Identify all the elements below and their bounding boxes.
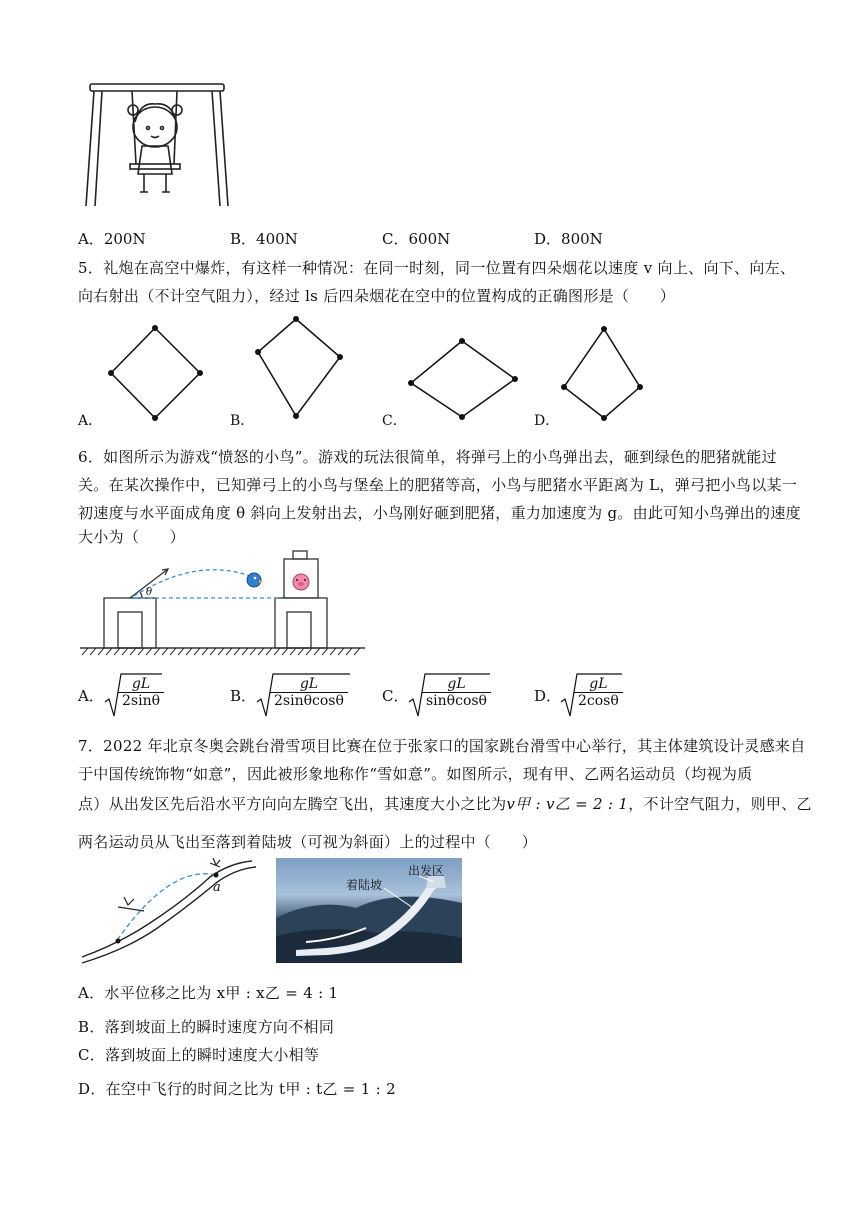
- option-label: D．: [534, 230, 562, 248]
- q6-option-b[interactable]: [230, 685, 256, 706]
- q6-option-a-fraction: [118, 676, 164, 709]
- option-label: C．: [382, 230, 409, 248]
- denominator: 2cosθ: [578, 693, 619, 709]
- numerator: gL: [118, 676, 164, 693]
- photo-label-landing-slope: 着陆坡: [346, 878, 383, 892]
- q7-text-line3: [78, 793, 812, 814]
- q7-option-d[interactable]: D．在空中飞行的时间之比为 t甲 : t乙 = 1 : 2: [78, 1080, 396, 1098]
- q5-label-b[interactable]: B．: [230, 413, 255, 429]
- option-value: 200N: [103, 230, 146, 248]
- q6-text-line4: 大小为（ ）: [78, 528, 186, 546]
- q4-option-a[interactable]: [78, 228, 146, 249]
- ski-jump-photo: [276, 858, 462, 963]
- option-label: C．: [382, 687, 409, 705]
- q5-figure-c: [405, 335, 525, 425]
- q6-option-a[interactable]: [78, 685, 104, 706]
- q4-option-c[interactable]: [382, 228, 450, 249]
- q6-text-line2: 关。在某次操作中，已知弹弓上的小鸟与堡垒上的肥猪等高，小鸟与肥猪水平距离为 L，弹弓把小鸟以某一: [78, 476, 798, 494]
- q4-option-b[interactable]: [230, 228, 298, 249]
- q4-option-d[interactable]: [534, 228, 603, 249]
- option-label: B．: [230, 687, 257, 705]
- q6-option-b-fraction: [270, 676, 348, 709]
- denominator: sinθcosθ: [426, 693, 487, 709]
- option-value: 600N: [408, 230, 451, 248]
- q5-text-line1: 5．礼炮在高空中爆炸，有这样一种情况：在同一时刻，同一位置有四朵烟花以速度 v 向上、向下、向左、: [78, 259, 796, 277]
- q6-option-c[interactable]: [382, 685, 408, 706]
- option-value: 800N: [561, 230, 603, 248]
- q6-text-line3: 初速度与水平面成角度 θ 斜向上发射出去，小鸟刚好砸到肥猪，重力加速度为 g。由此可知小鸟弹出的速度: [78, 504, 801, 522]
- q7-line3-part1: 点）从出发区先后沿水平方向向左腾空飞出，其速度大小之比为: [78, 795, 507, 813]
- option-value: 400N: [256, 230, 298, 248]
- q6-text-line1: 6．如图所示为游戏“愤怒的小鸟”。游戏的玩法很简单，将弹弓上的小鸟弹出去，砸到绿色的肥猪就能过: [78, 448, 777, 466]
- q5-figure-d: [558, 322, 648, 422]
- option-label: A．: [78, 687, 104, 705]
- angry-birds-figure: [80, 545, 365, 660]
- q7-line3-part2: ，不计空气阻力，则甲、乙: [628, 795, 812, 813]
- denominator: 2sinθcosθ: [274, 693, 344, 709]
- option-label: D．: [534, 687, 562, 705]
- q5-label-c[interactable]: C．: [382, 413, 407, 429]
- swing-figure: [82, 82, 232, 212]
- q5-figure-a: [105, 322, 210, 422]
- q5-label-d[interactable]: D．: [534, 413, 560, 429]
- ski-slope-diagram: [80, 855, 258, 965]
- q7-option-b[interactable]: B．落到坡面上的瞬时速度方向不相同: [78, 1018, 335, 1036]
- q5-figure-b: [252, 312, 352, 422]
- point-a-label: a: [213, 880, 221, 895]
- option-label: B．: [230, 230, 257, 248]
- theta-label: θ: [146, 587, 153, 598]
- numerator: gL: [422, 676, 491, 693]
- numerator: gL: [574, 676, 623, 693]
- q6-option-c-fraction: [422, 676, 491, 709]
- q7-option-a[interactable]: A．水平位移之比为 x甲 : x乙 = 4 : 1: [78, 984, 339, 1002]
- denominator: 2sinθ: [122, 693, 161, 709]
- numerator: gL: [270, 676, 348, 693]
- photo-label-start-area: 出发区: [408, 864, 445, 878]
- q7-text-line2: 于中国传统饰物“如意”，因此被形象地称作“雪如意”。如图所示，现有甲、乙两名运动员（均视为质: [78, 765, 753, 783]
- q6-option-d[interactable]: [534, 685, 561, 706]
- q6-option-d-fraction: [574, 676, 623, 709]
- option-label: A．: [78, 230, 104, 248]
- q7-text-line4: 两名运动员从飞出至落到着陆坡（可视为斜面）上的过程中（ ）: [78, 833, 538, 851]
- q5-label-a[interactable]: A．: [78, 413, 103, 429]
- q7-speed-ratio: v甲 : v乙 = 2 : 1: [506, 795, 629, 813]
- q5-text-line2: 向右射出（不计空气阻力），经过 ls 后四朵烟花在空中的位置构成的正确图形是（ ）: [78, 287, 676, 305]
- q7-option-c[interactable]: C．落到坡面上的瞬时速度大小相等: [78, 1046, 320, 1064]
- q7-text-line1: 7．2022 年北京冬奥会跳台滑雪项目比赛在位于张家口的国家跳台滑雪中心举行，其主体建筑设计灵感来自: [78, 737, 806, 755]
